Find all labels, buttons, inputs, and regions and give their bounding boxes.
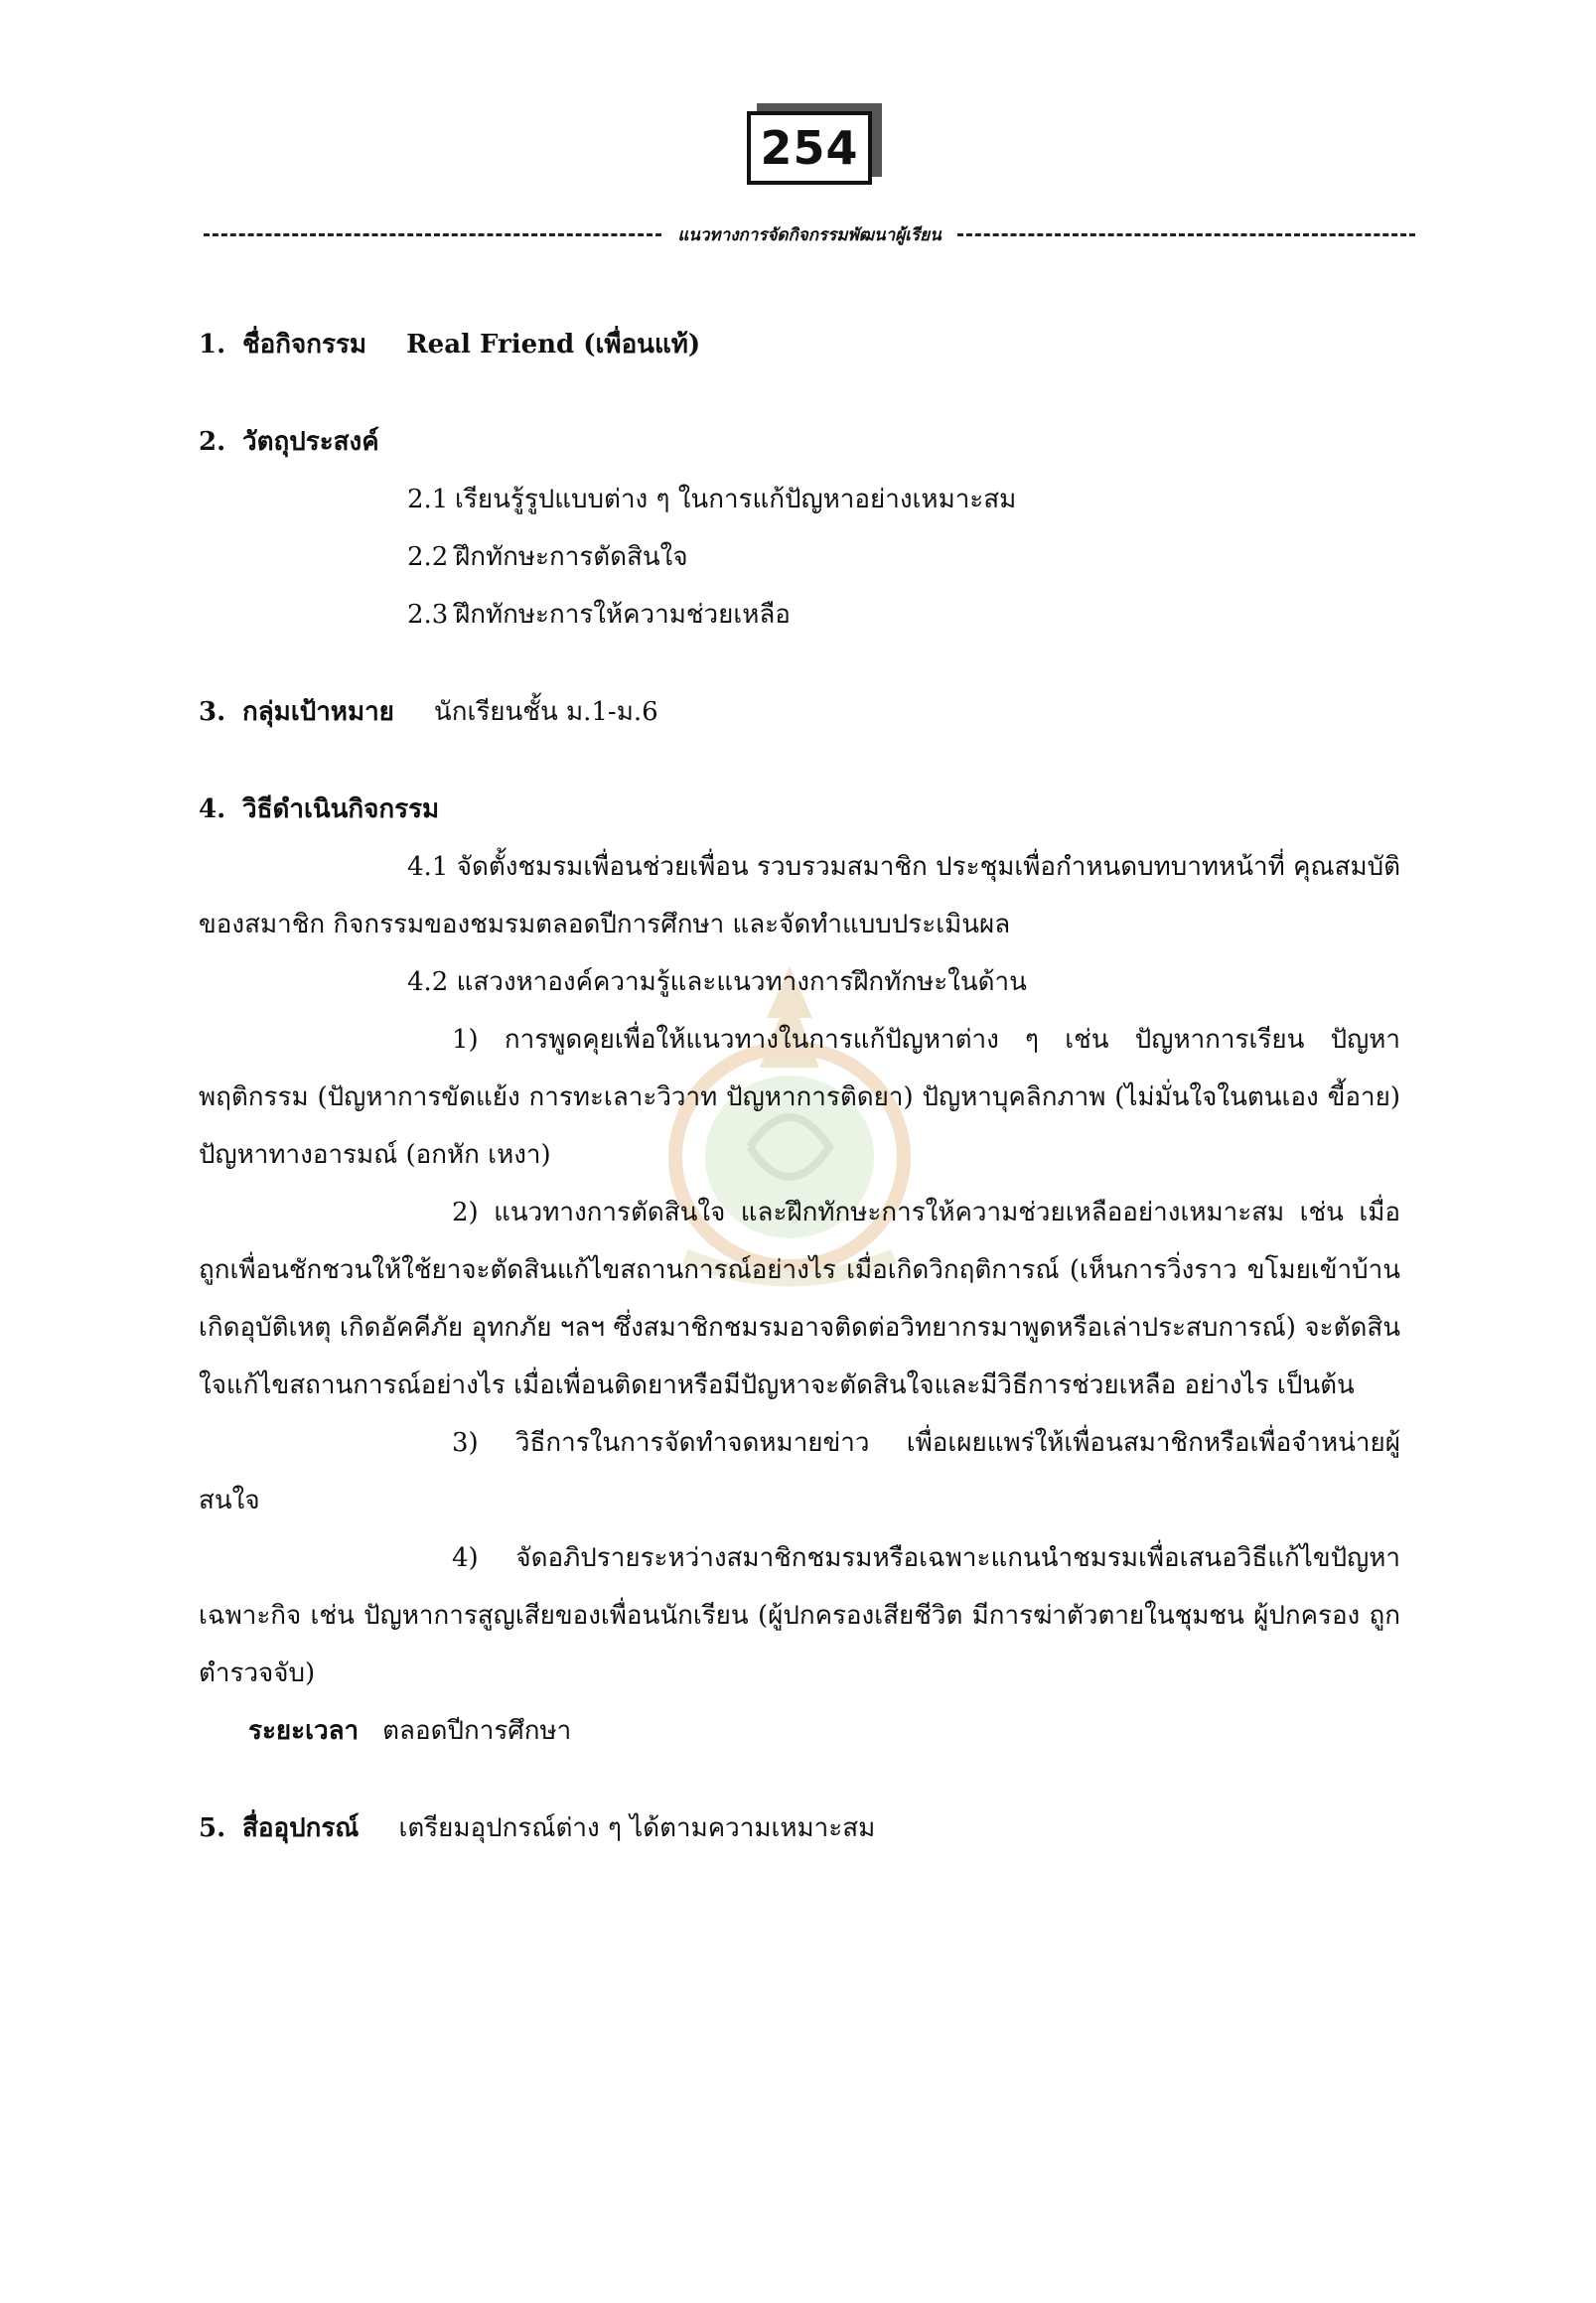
section-title: กลุ่มเป้าหมาย <box>242 697 394 727</box>
objective-item <box>407 471 1400 528</box>
section-title: สื่ออุปกรณ์ <box>242 1813 360 1843</box>
procedure-4-2: 4.2 แสวงหาองค์ความรู้และแนวทางการฝึกทักษะในด้าน <box>407 967 1027 997</box>
duration <box>248 1702 1400 1760</box>
section-4 <box>199 781 1400 838</box>
objective-text: ฝึกทักษะการตัดสินใจ <box>455 542 688 572</box>
objective-number: 2.2 <box>407 542 449 572</box>
objective-number: 2.3 <box>407 600 449 630</box>
header-rule-right <box>957 233 1415 236</box>
section-title: วิธีดำเนินกิจกรรม <box>242 794 440 824</box>
document-body <box>199 316 1400 1857</box>
duration-label: ระยะเวลา <box>248 1716 360 1746</box>
objective-item <box>407 528 1400 586</box>
section-number: 2. <box>199 427 226 457</box>
page-number: 254 <box>747 111 872 185</box>
section-number: 4. <box>199 794 226 824</box>
section-1 <box>199 316 1400 373</box>
objective-text: ฝึกทักษะการให้ความช่วยเหลือ <box>455 600 791 630</box>
activity-name: Real Friend (เพื่อนแท้) <box>406 330 701 360</box>
materials-text: เตรียมอุปกรณ์ต่าง ๆ ได้ตามความเหมาะสม <box>398 1813 876 1843</box>
objective-number: 2.1 <box>407 485 449 514</box>
procedure-item-2: 2) แนวทางการตัดสินใจ และฝึกทักษะการให้ความช่วยเหลืออย่างเหมาะสม เช่น เมื่อถูกเพื่อนชักชวนให้ใช้ยาจะตัดสินแก้ไขสถานการณ์อย่างไร เมื่อเกิดวิกฤติการณ์ (เห็นการวิ่งราว ขโมยเข้าบ้าน เกิดอุบัติเหตุ เกิดอัคคีภัย อุทกภัย ฯลฯ ซึ่งสมาชิกชมรมอาจติดต่อวิทยากรมาพูดหรือเล่าประสบการณ์) จะตัดสินใจแก้ไขสถานการณ์อย่างไร เมื่อเพื่อนติดยาหรือมีปัญหาจะตัดสินใจและมีวิธีการช่วยเหลือ อย่างไร เป็นต้น <box>199 1198 1400 1400</box>
procedure-item-3: 3) วิธีการในการจัดทำจดหมายข่าว เพื่อเผยแพร่ให้เพื่อนสมาชิกหรือเพื่อจำหน่ายผู้สนใจ <box>199 1428 1400 1515</box>
section-3 <box>199 683 1400 741</box>
section-number: 3. <box>199 697 226 727</box>
section-title: วัตถุประสงค์ <box>242 427 379 457</box>
section-title: ชื่อกิจกรรม <box>242 330 367 360</box>
target-group: นักเรียนชั้น ม.1-ม.6 <box>433 697 658 727</box>
procedure-4-1: 4.1 จัดตั้งชมรมเพื่อนช่วยเพื่อน รวบรวมสมาชิก ประชุมเพื่อกำหนดบทบาทหน้าที่ คุณสมบัติของสมาชิก กิจกรรมของชมรมตลอดปีการศึกษา และจัดทำแบบประเมินผล <box>199 852 1400 939</box>
section-number: 5. <box>199 1813 226 1843</box>
header-rule-left <box>204 233 661 236</box>
running-header-title: แนวทางการจัดกิจกรรมพัฒนาผู้เรียน <box>677 224 942 245</box>
procedure-item-1: 1) การพูดคุยเพื่อให้แนวทางในการแก้ปัญหาต่าง ๆ เช่น ปัญหาการเรียน ปัญหาพฤติกรรม (ปัญหาการขัดแย้ง การทะเลาะวิวาท ปัญหาการติดยา) ปัญหาบุคลิกภาพ (ไม่มั่นใจในตนเอง ขี้อาย) ปัญหาทางอารมณ์ (อกหัก เหงา) <box>199 1025 1400 1170</box>
running-header <box>204 224 1415 244</box>
section-2 <box>199 413 1400 471</box>
procedure-item-4: 4) จัดอภิปรายระหว่างสมาชิกชมรมหรือเฉพาะแกนนำชมรมเพื่อเสนอวิธีแก้ไขปัญหาเฉพาะกิจ เช่น ปัญหาการสูญเสียของเพื่อนนักเรียน (ผู้ปกครองเสียชีวิต มีการฆ่าตัวตายในชุมชน ผู้ปกครอง ถูกตำรวจจับ) <box>199 1543 1400 1688</box>
objective-item <box>407 586 1400 644</box>
section-5 <box>199 1799 1400 1857</box>
duration-value: ตลอดปีการศึกษา <box>382 1716 572 1746</box>
section-number: 1. <box>199 330 226 360</box>
objective-text: เรียนรู้รูปแบบต่าง ๆ ในการแก้ปัญหาอย่างเหมาะสม <box>455 485 1017 514</box>
